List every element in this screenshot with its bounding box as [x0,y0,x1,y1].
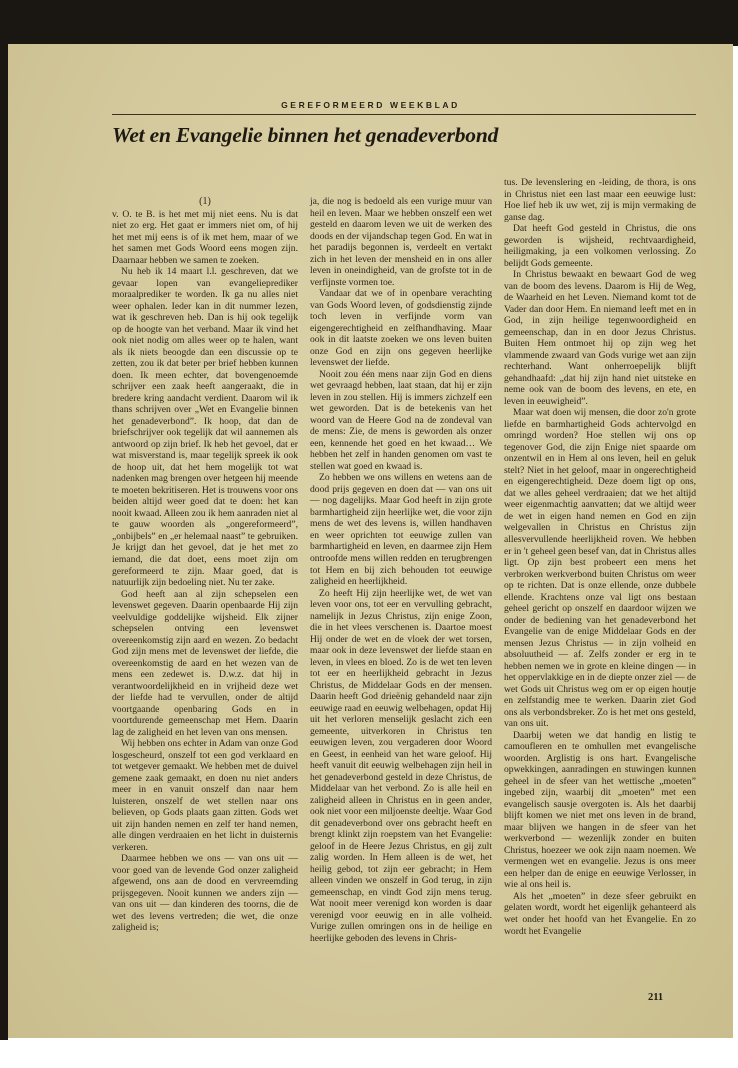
paragraph: ja, die nog is bedoeld als een vurige muur van heil en leven. Maar we hebben onszelf een wet gesteld en daarom leven we uit de werken des doods en der vijandschap tegen God. En wat in het paradijs begonnen is, verdeelt en vertakt zich in het leven der mensheid en in ons aller leven in oneindigheid, van de grofste tot in de verfijnste vormen toe. [310,196,492,288]
paragraph: Als het „moeten” in deze sfeer gebruikt en gelaten wordt, wordt het eigenlijk gehanteerd als wet onder het hoofd van het Evangelie. En zo wordt het Evangelie [504,890,696,937]
column-3 [504,177,696,937]
paragraph: Zo heeft Hij zijn heerlijke wet, de wet van leven voor ons, tot eer en vervulling gebracht, namelijk in Jezus Christus, zijn enige Zoon, die in het vlees verschenen is. Daartoe moest Hij onder de wet en de vloek der wet torsen, maar ook in deze levenswet der liefde staan en leven, in vlees en bloed. Zo is de wet ten leven tot eer en heerlijkheid gebracht in Jezus Christus, de Middelaar Gods en der mensen. Daarin heeft God drieënig gehandeld naar zijn eeuwige raad en eeuwig welbehagen, opdat Hij uit het verloren menselijk geslacht zich een gemeente, uitverkoren in Christus ten eeuwigen leven, zou vergaderen door Woord en Geest, in eenheid van het ware geloof. Hij heeft vanuit dit eeuwig welbehagen zijn heil in het genadeverbond gesteld in deze Christus, de Middelaar van het verbond. Zo is alle heil en zaligheid alleen in Christus en in geen ander, ook niet voor een miljoenste deeltje. Waar God dit genadeverbond over ons gebracht heeft en brengt klinkt zijn roepstem van het Evangelie: geloof in de Heere Jezus Christus, en gij zult zalig worden. In Hem alleen is de wet, het heilig gebod, tot zijn eer gebracht; in Hem alleen vinden we onszelf in God terug, in zijn gemeenschap, en vindt God zijn mens terug. Wat nooit meer verenigd kon worden is daar verenigd voor eeuwig en in alle volheid. Vurige zullen omringen ons in de heilige en heerlijke geboden des levens in Chris- [310,587,492,944]
running-header: GEREFORMEERD WEEKBLAD [281,100,460,110]
part-number: (1) [199,196,211,207]
column-1 [112,196,298,934]
paragraph: God heeft aan al zijn schepselen een levenswet gegeven. Daarin openbaarde Hij zijn veelvuldige goddelijke wijsheid. Elk zijner schepselen ontving een levenswet overeenkomstig zijn aard en wezen. Zo bedacht God zijn mens met de levenswet der liefde, die overeenkomstig de aard en het wezen van de mens een zedewet is. D.w.z. dat hij in verantwoordelijkheid en in vrijheid deze wet der liefde had te vervullen, onder de altijd voortgaande openbaring Gods en in voortdurende gemeenschap met Hem. Daarin lag de zaligheid en het leven van ons mensen. [112,588,298,738]
magazine-page [8,44,733,1038]
paragraph: Nooit zou één mens naar zijn God en diens wet gevraagd hebben, laat staan, dat hij er zijn leven in zou stellen. Hij is immers zichzelf een wet geworden. Dat is de betekenis van het woord van de Heere God na de zondeval van de mens: Zie, de mens is geworden als onzer een, kennende het goed en het kwaad… We hebben het zelf in handen genomen om vast te stellen wat goed en kwaad is. [310,368,492,472]
paragraph: tus. De levenslering en -leiding, de thora, is ons in Christus niet een last maar een eeuwige lust: Hoe lief heb ik uw wet, zij is mijn vermaking de ganse dag. [504,177,696,223]
paragraph: Dat heeft God gesteld in Christus, die ons geworden is wijsheid, rechtvaardigheid, heiligmaking, ja een volkomen verlossing. Zo belijdt Gods gemeente. [504,223,696,269]
paragraph: v. O. te B. is het met mij niet eens. Nu is dat niet zo erg. Het gaat er immers niet om, of hij het met mij eens is of ik met hem, maar of we het samen met Gods Woord eens mogen zijn. Daarnaar hebben we samen te zoeken. [112,208,298,266]
column-2 [310,196,492,945]
page-number: 211 [648,992,664,1003]
scan-border-top [0,0,738,46]
paragraph: Wij hebben ons echter in Adam van onze God losgescheurd, onszelf tot een god verklaard en tot wetgever gemaakt. We hebben met de duivel gemene zaak gemaakt, en doen nu niet anders meer in en vanuit onszelf dan naar hem luisteren, onszelf de wet stellen naar ons believen, op Gods plaats gaan zitten. Gods wet uit zijn handen nemen en zelf ter hand nemen, alle dingen verdraaien en het licht in duisternis verkeren. [112,738,298,853]
header-rule [112,114,696,115]
paragraph: Nu heb ik 14 maart l.l. geschreven, dat we gevaar lopen van evangelieprediker moraalprediker te worden. Ik ga nu alles niet weer ophalen. Ieder kan in dit nummer lezen, wat ik geschreven heb. Dan is hij ook tegelijk op de hoogte van het verband. Maar ik vind het ook niet nodig om alles weer op te halen, want als ik niets beoogde dan een discussie op te zetten, zou ik dat beter per brief hebben kunnen doen. Ik meen echter, dat bovengenoemde schrijver een zaak heeft aangeraakt, die in bredere kring aandacht verdient. Daarom wil ik thans schrijven over „Wet en Evangelie binnen het genadeverbond”. Ik hoop, dat dan de briefschrijver ook tegelijk dat wil aannemen als antwoord op zijn brief. Ik heb het gevoel, dat er wat misverstand is, maar tegelijk spreek ik ook de hoop uit, dat het hem mogelijk tot wat nadenken mag brengen over hetgeen hij meende te moeten bekritiseren. Het is trouwens voor ons beiden altijd weer goed dat te doen: het kan nooit kwaad. Alleen zou ik hem aanraden niet al te gauw woorden als „ongereformeerd”, „onbijbels” en „er helemaal naast” te gebruiken. Je krijgt dan het gevoel, dat je het met zo iemand, die dat doet, eens moet zijn om gereformeerd te zijn. Maar goed, dat is natuurlijk zijn bedoeling niet. Nu ter zake. [112,266,298,589]
paragraph: In Christus bewaakt en bewaart God de weg van de boom des levens. Daarom is Hij de Weg, de Waarheid en het Leven. Niemand komt tot de Vader dan door Hem. En niemand leeft met en in God, in zijn heilige tegenwoordigheid en gemeenschap, dan in en door Jezus Christus. Buiten Hem ontmoet hij op zijn weg het vlammende zwaard van Gods vurige wet aan zijn rechterhand. Want onherroepelijk blijft gehandhaafd: „dat hij zijn hand niet uitsteke en neme ook van de boom des levens, en ete, en leven in eeuwigheid”. [504,269,696,407]
scan-border-left [0,40,8,1040]
paragraph: Zo hebben we ons willens en wetens aan de dood prijs gegeven en doen dat — van ons uit — nog dagelijks. Maar God heeft in zijn grote barmhartigheid zijn heerlijke wet, die voor zijn mens de wet des levens is, willen handhaven en weer oprichten tot eeuwige zullen van barmhartigheid en leven, en daarmee zijn Hem ontroofde mens willen redden en terugbrengen tot Hem en bij zich behouden tot eeuwige zaligheid en heerlijkheid. [310,472,492,588]
paragraph: Vandaar dat we of in openbare verachting van Gods Woord leven, of godsdienstig zijnde toch leven in verfijnde vorm van eigengerechtigheid en zelfhandhaving. Maar ook in dit laatste zoeken we ons leven buiten onze God en zijn ons gegeven heerlijke levenswet der liefde. [310,288,492,369]
paragraph: Maar wat doen wij mensen, die door zo'n grote liefde en barmhartigheid Gods achtervolgd en omringd worden? Hoe stellen wij ons op tegenover God, die zijn Enige niet spaarde om onzentwil en in Hem al ons leven, heil en geluk stelt? Niet in het geloof, maar in ongerechtigheid en eigengerechtigheid. Deze doem ligt op ons, dat we alles geheel verdraaien; dat we het altijd weer eigenmachtig aanvatten; dat we altijd weer de wet in eigen hand nemen en God en zijn welgevallen in Christus en Christus zijn allesvervullende heerlijkheid roven. We hebben er in 't geheel geen besef van, dat in Christus alles ligt. Op zijn best probeert een mens het verbroken werkverbond buiten Christus om weer op te richten. Dat is onze ellende, onze dubbele ellende. Krachtens onze val ligt ons bestaan geheel gericht op onszelf en daardoor wijzen we onder de bediening van het genadeverbond het Evangelie van de enige Middelaar Gods en der mensen Jezus Christus — in zijn volheid en absoluutheid — af. Zelfs zonder er erg in te hebben nemen we in grote en kleine dingen — in het oppervlakkige en in de diepte onzer ziel — de wet Gods uit Christus weg om er op eigen houtje en zelfstandig mee te werken. Daarin ziet God ons als verbondsbreker. Zo is het met ons gesteld, van ons uit. [504,407,696,730]
paragraph: Daarbij weten we dat handig en listig te camoufleren en te omhullen met evangelische woorden. Arglistig is ons hart. Evangelische opwekkingen, aanradingen en stuwingen kunnen geheel in de sfeer van het wettische „moeten” ingebed zijn, waarbij dit „moeten” met een evangelisch sausje overgoten is. Als het daarbij blijft komen we niet met ons leven in de brand, maar blijven we hangen in de sfeer van het werkverbond — wezenlijk zonder en buiten Christus, hoezeer we ook zijn naam noemen. We vermengen wet en evangelie. Jezus is ons meer een helper dan de enige en eeuwige Verlosser, in wie al ons heil is. [504,729,696,891]
article-title: Wet en Evangelie binnen het genadeverbond [112,123,499,147]
paragraph: Daarmee hebben we ons — van ons uit — voor goed van de levende God onzer zaligheid afgewend, ons aan de dood en vervreemding prijsgegeven. Nooit kunnen we anders zijn — van ons uit — dan kinderen des toorns, die de wet des levens vertreden; die wet, die onze zaligheid is; [112,853,298,934]
